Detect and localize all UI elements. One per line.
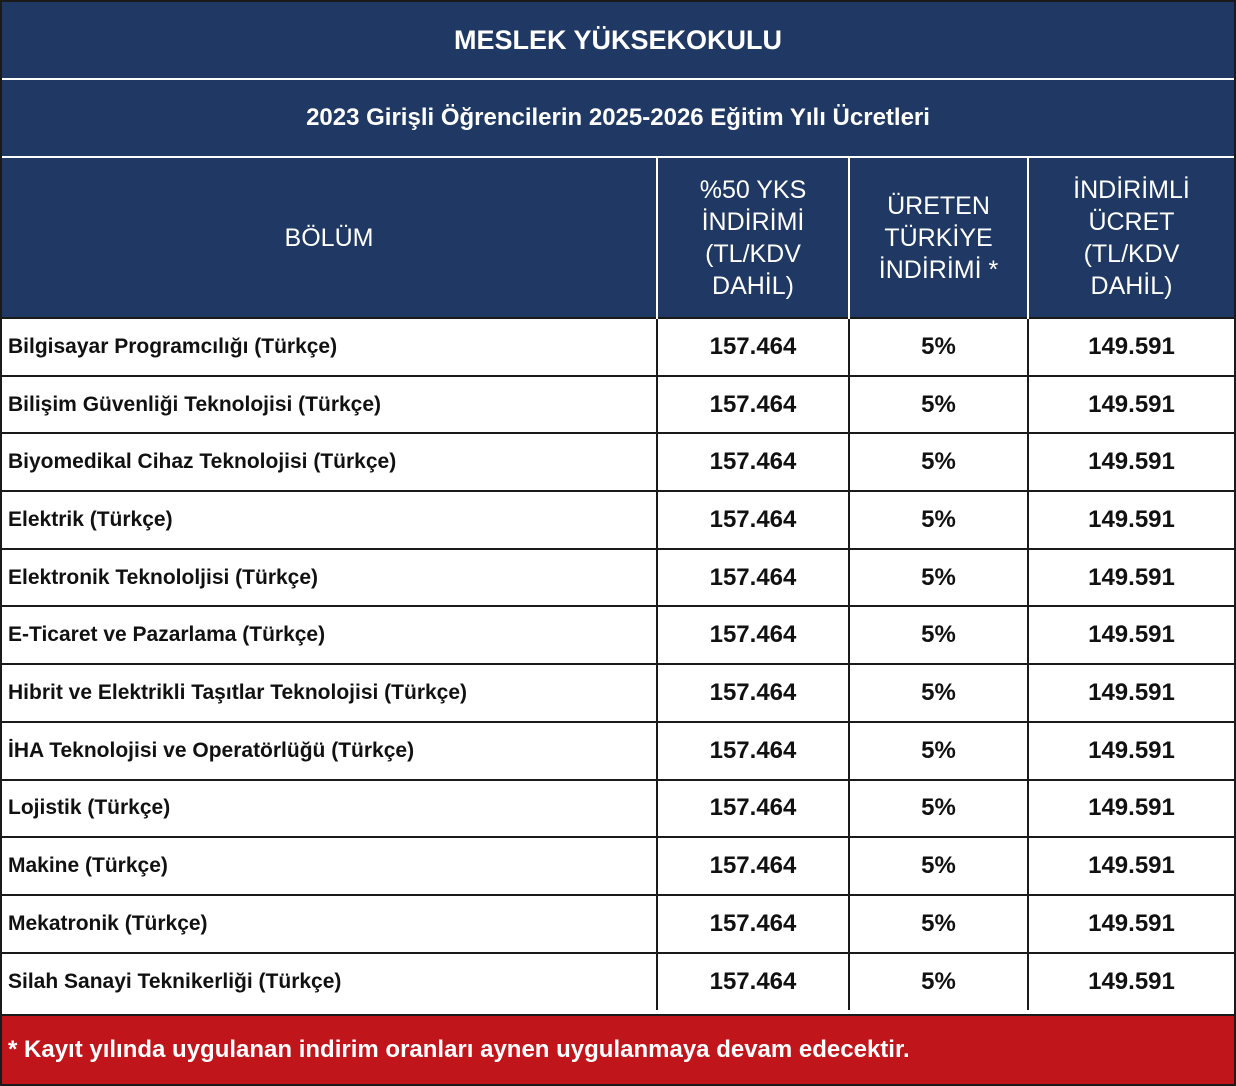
discounted-fee-cell: 149.591 <box>1028 376 1234 434</box>
department-cell: Silah Sanayi Teknikerliği (Türkçe) <box>2 953 657 1011</box>
discount-cell: 5% <box>849 433 1028 491</box>
department-cell: Elektrik (Türkçe) <box>2 491 657 549</box>
discounted-fee-cell: 149.591 <box>1028 953 1234 1011</box>
table-row <box>2 953 1234 1011</box>
page-subtitle: 2023 Girişli Öğrencilerin 2025-2026 Eğitim Yılı Ücretleri <box>2 80 1234 158</box>
discount-cell: 5% <box>849 722 1028 780</box>
column-header-discounted-fee: İNDİRİMLİ ÜCRET (TL/KDV DAHİL) <box>1028 158 1234 318</box>
table-row <box>2 895 1234 953</box>
discounted-fee-cell: 149.591 <box>1028 722 1234 780</box>
column-header-department: BÖLÜM <box>2 158 657 318</box>
discounted-fee-cell: 149.591 <box>1028 318 1234 376</box>
department-cell: Lojistik (Türkçe) <box>2 780 657 838</box>
discount-cell: 5% <box>849 664 1028 722</box>
yks-fee-cell: 157.464 <box>657 318 849 376</box>
table-row <box>2 837 1234 895</box>
department-cell: E-Ticaret ve Pazarlama (Türkçe) <box>2 606 657 664</box>
table-body <box>2 318 1234 1010</box>
discount-cell: 5% <box>849 491 1028 549</box>
column-header-yks-fee: %50 YKS İNDİRİMİ (TL/KDV DAHİL) <box>657 158 849 318</box>
yks-fee-cell: 157.464 <box>657 722 849 780</box>
discounted-fee-cell: 149.591 <box>1028 780 1234 838</box>
discount-cell: 5% <box>849 606 1028 664</box>
discounted-fee-cell: 149.591 <box>1028 895 1234 953</box>
yks-fee-cell: 157.464 <box>657 664 849 722</box>
discounted-fee-cell: 149.591 <box>1028 837 1234 895</box>
yks-fee-cell: 157.464 <box>657 837 849 895</box>
discounted-fee-cell: 149.591 <box>1028 664 1234 722</box>
fee-table <box>2 158 1234 1010</box>
yks-fee-cell: 157.464 <box>657 433 849 491</box>
yks-fee-cell: 157.464 <box>657 895 849 953</box>
yks-fee-cell: 157.464 <box>657 549 849 607</box>
department-cell: İHA Teknolojisi ve Operatörlüğü (Türkçe) <box>2 722 657 780</box>
yks-fee-cell: 157.464 <box>657 491 849 549</box>
department-cell: Mekatronik (Türkçe) <box>2 895 657 953</box>
yks-fee-cell: 157.464 <box>657 376 849 434</box>
discount-cell: 5% <box>849 549 1028 607</box>
discount-cell: 5% <box>849 780 1028 838</box>
discounted-fee-cell: 149.591 <box>1028 491 1234 549</box>
department-cell: Biyomedikal Cihaz Teknolojisi (Türkçe) <box>2 433 657 491</box>
yks-fee-cell: 157.464 <box>657 953 849 1011</box>
discounted-fee-cell: 149.591 <box>1028 549 1234 607</box>
page-title: MESLEK YÜKSEKOKULU <box>2 2 1234 80</box>
department-cell: Bilişim Güvenliği Teknolojisi (Türkçe) <box>2 376 657 434</box>
table-row <box>2 722 1234 780</box>
table-row <box>2 433 1234 491</box>
table-row <box>2 491 1234 549</box>
discount-cell: 5% <box>849 837 1028 895</box>
table-header-row <box>2 158 1234 318</box>
table-row <box>2 664 1234 722</box>
discounted-fee-cell: 149.591 <box>1028 433 1234 491</box>
table-row <box>2 780 1234 838</box>
table-row <box>2 318 1234 376</box>
department-cell: Elektronik Teknololjisi (Türkçe) <box>2 549 657 607</box>
department-cell: Hibrit ve Elektrikli Taşıtlar Teknolojisi (Türkçe) <box>2 664 657 722</box>
department-cell: Makine (Türkçe) <box>2 837 657 895</box>
discount-cell: 5% <box>849 318 1028 376</box>
table-row <box>2 376 1234 434</box>
table-row <box>2 606 1234 664</box>
footnote: * Kayıt yılında uygulanan indirim oranları aynen uygulanmaya devam edecektir. <box>2 1014 1234 1084</box>
yks-fee-cell: 157.464 <box>657 606 849 664</box>
column-header-discount: ÜRETEN TÜRKİYE İNDİRİMİ * <box>849 158 1028 318</box>
discounted-fee-cell: 149.591 <box>1028 606 1234 664</box>
yks-fee-cell: 157.464 <box>657 780 849 838</box>
discount-cell: 5% <box>849 895 1028 953</box>
table-row <box>2 549 1234 607</box>
discount-cell: 5% <box>849 953 1028 1011</box>
department-cell: Bilgisayar Programcılığı (Türkçe) <box>2 318 657 376</box>
discount-cell: 5% <box>849 376 1028 434</box>
